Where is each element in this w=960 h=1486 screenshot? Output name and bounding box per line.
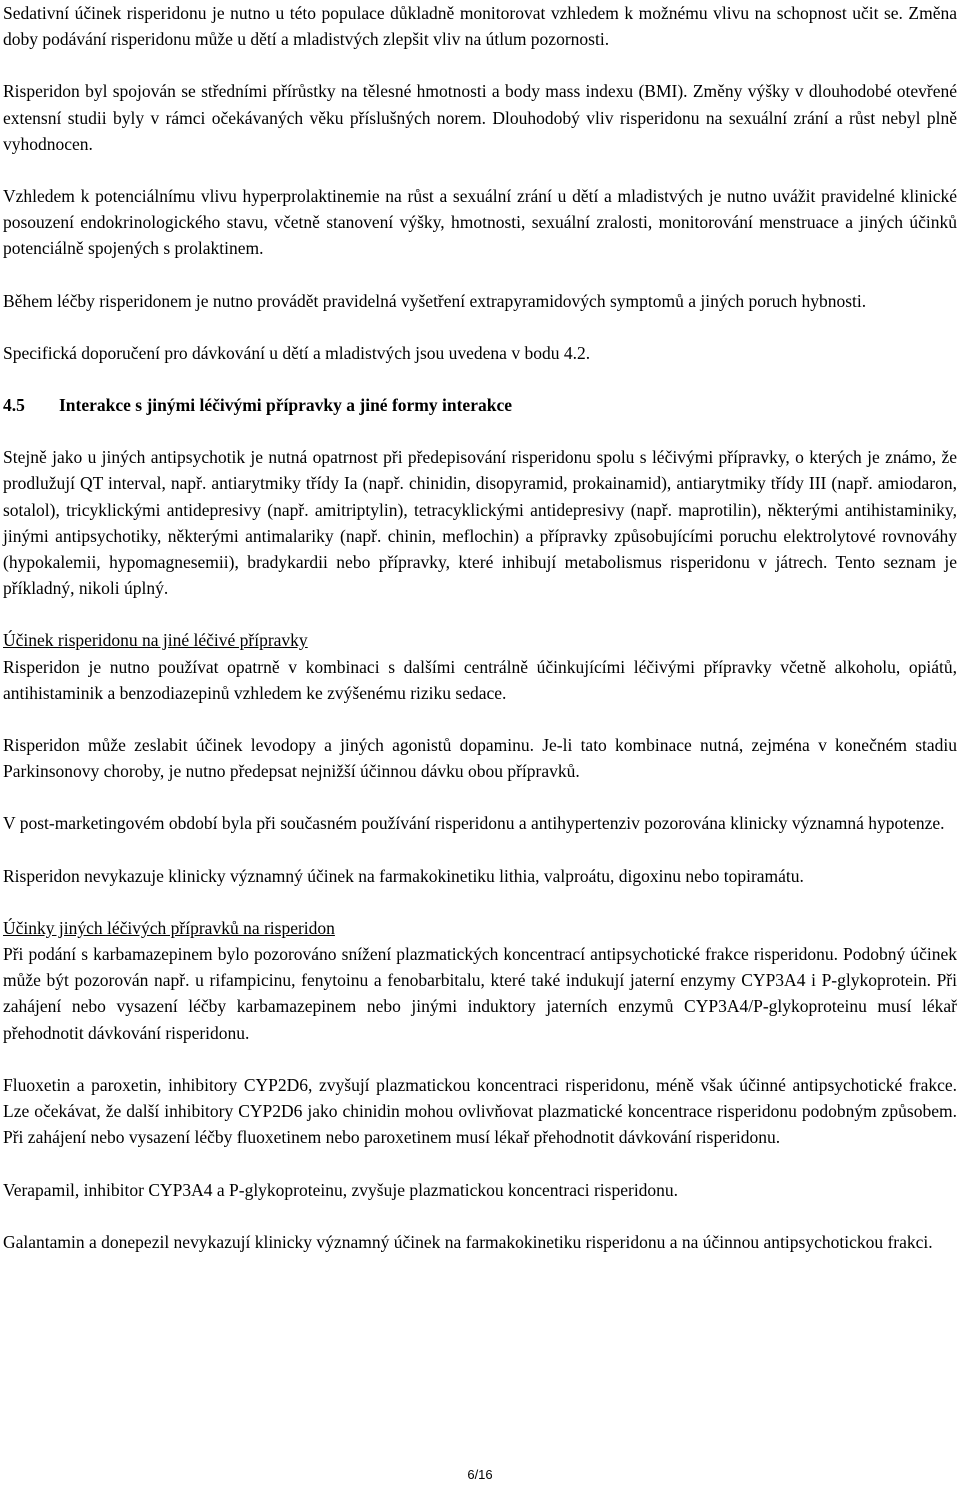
- paragraph-qt-interval: Stejně jako u jiných antipsychotik je nutná opatrnost při předepisování risperidonu spolu s léčivými přípravky, o kterých je známo, že prodlužují QT interval, např. antiarytmiky třídy Ia (např. chinidin, disopyramid, prokainamid), antiarytmiky třídy III (např. amiodaron, sotalol), tricyklickými antidepresivy (např. amitriptylin), tetracyklickými antidepresivy (např. maprotilin), některými antihistaminiky, jinými antipsychotiky, některými antimalariky (např. chinin, meflochin) a přípravky způsobujícími poruchu elektrolytové rovnováhy (hypokalemii, hypomagnesemii), bradykardii nebo přípravky, které inhibují metabolismus risperidonu v játrech. Tento seznam je příkladný, nikoli úplný.: [3, 447, 957, 599]
- section-heading: [3, 392, 957, 418]
- paragraph-hyperprolactinemia: Vzhledem k potenciálnímu vlivu hyperprolaktinemie na růst a sexuální zrání u dětí a mladistvých je nutno uvážit pravidelné klinické posouzení endokrinologického stavu, včetně stanovení výšky, hmotnosti, sexuální zralosti, monitorování menstruace a jiných účinků potenciálně spojených s prolaktinem.: [3, 186, 957, 259]
- paragraph-weight-bmi: Risperidon byl spojován se středními přírůstky na tělesné hmotnosti a body mass indexu (BMI). Změny výšky v dlouhodobé otevřené extensní studii byly v rámci očekávaných věku příslušných norem. Dlouhodobý vliv risperidonu na sexuální zrání a růst nebyl plně vyhodnocen.: [3, 81, 957, 154]
- paragraph-carbamazepine: Při podání s karbamazepinem bylo pozorováno snížení plazmatických koncentrací antipsychotické frakce risperidonu. Podobný účinek může být pozorován např. u rifampicinu, fenytoinu a fenobarbitalu, které také indukují jaterní enzymy CYP3A4 i P-glykoprotein. Při zahájení nebo vysazení léčby karbamazepinem nebo jinými induktory jaterních enzymů CYP3A4/P-glykoproteinu musí lékař přehodnotit dávkování risperidonu.: [3, 944, 957, 1043]
- paragraph-pharmacokinetics: Risperidon nevykazuje klinicky významný účinek na farmakokinetiku lithia, valproátu, digoxinu nebo topiramátu.: [3, 865, 804, 886]
- document-page: [3, 0, 957, 1255]
- paragraph-hypotension: V post-marketingovém období byla při současném používání risperidonu a antihypertenziv pozorována klinicky významná hypotenze.: [3, 813, 945, 834]
- section-title: Interakce s jinými léčivými přípravky a jiné formy interakce: [59, 395, 512, 416]
- paragraph-dosing-reference: Specifická doporučení pro dávkování u dětí a mladistvých jsou uvedena v bodu 4.2.: [3, 342, 591, 363]
- page-number: 6/16: [467, 1467, 493, 1482]
- paragraph-galantamine: Galantamin a donepezil nevykazují klinicky významný účinek na farmakokinetiku risperidonu a na účinnou antipsychotickou frakci.: [3, 1231, 933, 1252]
- paragraph-verapamil: Verapamil, inhibitor CYP3A4 a P-glykoproteinu, zvyšuje plazmatickou koncentraci risperidonu.: [3, 1179, 679, 1200]
- subheading-other-drugs-effect: Účinky jiných léčivých přípravků na risperidon: [3, 917, 335, 938]
- paragraph-cns-sedation: Risperidon je nutno používat opatrně v kombinaci s dalšími centrálně účinkujícími léčivými přípravky včetně alkoholu, opiátů, antihistaminik a benzodiazepinů vzhledem ke zvýšenému riziku sedace.: [3, 656, 957, 703]
- subheading-effect-on-other-drugs: Účinek risperidonu na jiné léčivé přípravky: [3, 630, 308, 651]
- paragraph-sedation: Sedativní účinek risperidonu je nutno u této populace důkladně monitorovat vzhledem k možnému vlivu na schopnost učit se. Změna doby podávání risperidonu může u dětí a mladistvých zlepšit vliv na útlum pozornosti.: [3, 3, 957, 50]
- paragraph-levodopa: Risperidon může zeslabit účinek levodopy a jiných agonistů dopaminu. Je-li tato kombinace nutná, zejména v konečném stadiu Parkinsonovy choroby, je nutno předepsat nejnižší účinnou dávku obou přípravků.: [3, 735, 957, 782]
- paragraph-fluoxetine: Fluoxetin a paroxetin, inhibitory CYP2D6, zvyšují plazmatickou koncentraci risperidonu, méně však účinné antipsychotické frakce. Lze očekávat, že další inhibitory CYP2D6 jako chinidin mohou ovlivňovat plazmatické koncentrace risperidonu podobným způsobem. Při zahájení nebo vysazení léčby fluoxetinem nebo paroxetinem musí lékař přehodnotit dávkování risperidonu.: [3, 1074, 957, 1148]
- paragraph-extrapyramidal: Během léčby risperidonem je nutno provádět pravidelná vyšetření extrapyramidových symptomů a jiných poruch hybnosti.: [3, 290, 867, 311]
- section-number: 4.5: [3, 395, 25, 416]
